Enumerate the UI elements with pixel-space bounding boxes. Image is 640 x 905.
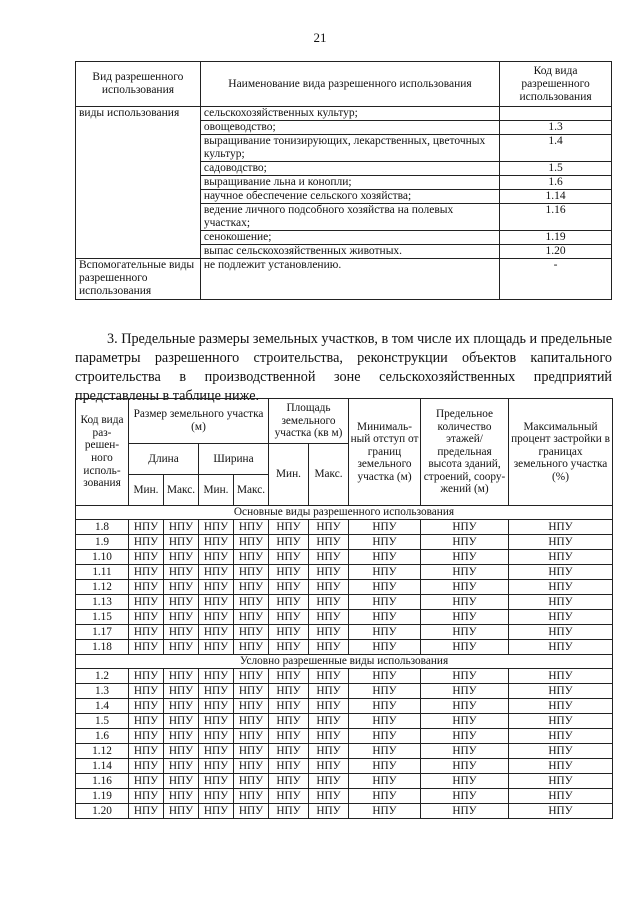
table-row (76, 640, 613, 655)
value-cell: НПУ (129, 804, 164, 819)
value-cell: НПУ (509, 729, 613, 744)
header-length: Длина (129, 444, 199, 475)
value-cell: НПУ (234, 550, 269, 565)
value-cell: НПУ (509, 580, 613, 595)
value-cell: НПУ (164, 565, 199, 580)
value-cell: НПУ (349, 610, 421, 625)
value-cell: НПУ (269, 580, 309, 595)
header-use-type: Вид разрешенного использования (76, 62, 201, 107)
value-cell: НПУ (234, 625, 269, 640)
value-cell: НПУ (234, 729, 269, 744)
page-number: 21 (313, 30, 327, 45)
table-row (76, 565, 613, 580)
value-cell: НПУ (309, 669, 349, 684)
table-row (76, 804, 613, 819)
value-cell: НПУ (234, 759, 269, 774)
header-use-name: Наименование вида разрешенного использования (200, 62, 499, 107)
use-name: овощеводство; (200, 121, 499, 135)
value-cell: НПУ (164, 640, 199, 655)
value-cell: НПУ (421, 640, 509, 655)
value-cell: НПУ (269, 729, 309, 744)
use-name: выпас сельскохозяйственных животных. (200, 245, 499, 259)
value-cell: НПУ (421, 774, 509, 789)
value-cell: НПУ (234, 789, 269, 804)
value-cell: НПУ (309, 520, 349, 535)
value-cell: НПУ (269, 789, 309, 804)
value-cell: НПУ (309, 759, 349, 774)
value-cell: НПУ (349, 640, 421, 655)
use-code-cell: 1.20 (76, 804, 129, 819)
value-cell: НПУ (199, 759, 234, 774)
section-row (76, 655, 613, 669)
value-cell: НПУ (129, 520, 164, 535)
use-name: ведение личного подсобного хозяйства на полевых участках; (200, 204, 499, 231)
table-row (76, 744, 613, 759)
value-cell: НПУ (199, 699, 234, 714)
value-cell: НПУ (164, 625, 199, 640)
header-use-code: Код вида разрешенного использования (500, 62, 612, 107)
aux-label: Вспомогательные виды разрешенного использования (76, 259, 201, 300)
header-code: Код вида раз-решен-ного исполь-зования (76, 399, 129, 506)
header-length-max: Макс. (164, 475, 199, 506)
value-cell: НПУ (269, 610, 309, 625)
use-name: выращивание тонизирующих, лекарственных, цветочных культур; (200, 135, 499, 162)
value-cell: НПУ (309, 640, 349, 655)
value-cell: НПУ (199, 520, 234, 535)
use-code-cell: 1.12 (76, 744, 129, 759)
aux-row (76, 259, 612, 300)
use-code: 1.16 (500, 204, 612, 231)
value-cell: НПУ (269, 625, 309, 640)
value-cell: НПУ (309, 729, 349, 744)
value-cell: НПУ (129, 684, 164, 699)
aux-name: не подлежит установлению. (200, 259, 499, 300)
table-row (76, 580, 613, 595)
value-cell: НПУ (164, 759, 199, 774)
value-cell: НПУ (234, 744, 269, 759)
value-cell: НПУ (164, 744, 199, 759)
header-area-max: Макс. (309, 444, 349, 506)
value-cell: НПУ (129, 610, 164, 625)
value-cell: НПУ (309, 550, 349, 565)
value-cell: НПУ (129, 744, 164, 759)
value-cell: НПУ (309, 595, 349, 610)
value-cell: НПУ (269, 714, 309, 729)
use-code (500, 107, 612, 121)
use-name: сенокошение; (200, 231, 499, 245)
header-size: Размер земельного участка (м) (129, 399, 269, 444)
use-code: 1.4 (500, 135, 612, 162)
use-code-cell: 1.15 (76, 610, 129, 625)
value-cell: НПУ (234, 804, 269, 819)
use-code-cell: 1.13 (76, 595, 129, 610)
value-cell: НПУ (349, 759, 421, 774)
permitted-use-table (75, 61, 612, 300)
value-cell: НПУ (421, 789, 509, 804)
use-code: 1.14 (500, 190, 612, 204)
value-cell: НПУ (234, 535, 269, 550)
value-cell: НПУ (509, 789, 613, 804)
value-cell: НПУ (234, 565, 269, 580)
value-cell: НПУ (234, 684, 269, 699)
value-cell: НПУ (421, 520, 509, 535)
value-cell: НПУ (509, 565, 613, 580)
value-cell: НПУ (349, 595, 421, 610)
value-cell: НПУ (129, 595, 164, 610)
value-cell: НПУ (269, 774, 309, 789)
value-cell: НПУ (421, 535, 509, 550)
value-cell: НПУ (421, 610, 509, 625)
use-code: 1.5 (500, 162, 612, 176)
value-cell: НПУ (164, 669, 199, 684)
value-cell: НПУ (199, 580, 234, 595)
value-cell: НПУ (129, 774, 164, 789)
value-cell: НПУ (509, 625, 613, 640)
value-cell: НПУ (164, 684, 199, 699)
use-code: 1.19 (500, 231, 612, 245)
use-name: научное обеспечение сельского хозяйства; (200, 190, 499, 204)
value-cell: НПУ (129, 625, 164, 640)
value-cell: НПУ (309, 610, 349, 625)
value-cell: НПУ (349, 714, 421, 729)
value-cell: НПУ (269, 684, 309, 699)
table-row (76, 520, 613, 535)
value-cell: НПУ (421, 684, 509, 699)
value-cell: НПУ (234, 610, 269, 625)
value-cell: НПУ (269, 520, 309, 535)
table-row (76, 625, 613, 640)
value-cell: НПУ (129, 759, 164, 774)
table-row (76, 610, 613, 625)
value-cell: НПУ (349, 535, 421, 550)
value-cell: НПУ (164, 520, 199, 535)
value-cell: НПУ (421, 580, 509, 595)
value-cell: НПУ (509, 774, 613, 789)
value-cell: НПУ (509, 640, 613, 655)
header-setback: Минималь-ный отступ от границ земельного участка (м) (349, 399, 421, 506)
value-cell: НПУ (509, 669, 613, 684)
value-cell: НПУ (269, 669, 309, 684)
use-code-cell: 1.5 (76, 714, 129, 729)
value-cell: НПУ (199, 625, 234, 640)
value-cell: НПУ (421, 744, 509, 759)
use-code-cell: 1.14 (76, 759, 129, 774)
value-cell: НПУ (234, 669, 269, 684)
use-code: 1.20 (500, 245, 612, 259)
value-cell: НПУ (164, 535, 199, 550)
table-row (76, 684, 613, 699)
value-cell: НПУ (309, 535, 349, 550)
value-cell: НПУ (421, 699, 509, 714)
use-code-cell: 1.10 (76, 550, 129, 565)
value-cell: НПУ (199, 729, 234, 744)
value-cell: НПУ (349, 520, 421, 535)
header-row-1 (76, 399, 613, 444)
value-cell: НПУ (421, 804, 509, 819)
table-row (76, 789, 613, 804)
value-cell: НПУ (199, 714, 234, 729)
value-cell: НПУ (509, 699, 613, 714)
value-cell: НПУ (199, 789, 234, 804)
use-code-cell: 1.16 (76, 774, 129, 789)
table-header-row (76, 62, 612, 107)
value-cell: НПУ (421, 550, 509, 565)
use-code-cell: 1.6 (76, 729, 129, 744)
value-cell: НПУ (269, 759, 309, 774)
value-cell: НПУ (129, 669, 164, 684)
table-row (76, 774, 613, 789)
value-cell: НПУ (269, 744, 309, 759)
value-cell: НПУ (349, 565, 421, 580)
value-cell: НПУ (421, 565, 509, 580)
value-cell: НПУ (269, 804, 309, 819)
value-cell: НПУ (509, 595, 613, 610)
value-cell: НПУ (269, 535, 309, 550)
value-cell: НПУ (421, 759, 509, 774)
value-cell: НПУ (129, 714, 164, 729)
value-cell: НПУ (349, 580, 421, 595)
use-code-cell: 1.8 (76, 520, 129, 535)
value-cell: НПУ (509, 550, 613, 565)
parameters-table (75, 398, 613, 819)
value-cell: НПУ (421, 729, 509, 744)
value-cell: НПУ (234, 774, 269, 789)
value-cell: НПУ (234, 595, 269, 610)
value-cell: НПУ (309, 774, 349, 789)
table-row (76, 107, 612, 121)
value-cell: НПУ (199, 804, 234, 819)
value-cell: НПУ (199, 550, 234, 565)
value-cell: НПУ (349, 744, 421, 759)
value-cell: НПУ (129, 789, 164, 804)
value-cell: НПУ (164, 774, 199, 789)
value-cell: НПУ (199, 610, 234, 625)
value-cell: НПУ (269, 640, 309, 655)
value-cell: НПУ (234, 714, 269, 729)
header-width-max: Макс. (234, 475, 269, 506)
value-cell: НПУ (129, 535, 164, 550)
value-cell: НПУ (309, 699, 349, 714)
value-cell: НПУ (421, 669, 509, 684)
section-title: Основные виды разрешенного использования (76, 506, 613, 520)
value-cell: НПУ (199, 744, 234, 759)
table-row (76, 535, 613, 550)
value-cell: НПУ (129, 550, 164, 565)
use-code: 1.6 (500, 176, 612, 190)
value-cell: НПУ (129, 699, 164, 714)
table-row (76, 595, 613, 610)
section-row (76, 506, 613, 520)
paragraph-3: 3. Предельные размеры земельных участков, в том числе их площадь и предельные параметры разрешенного строительства, реконструкции объектов капитального строительства в производственной зоне сельскохозяйственных предприятий представлены в таблице ниже. (75, 331, 612, 404)
use-code-cell: 1.4 (76, 699, 129, 714)
value-cell: НПУ (349, 729, 421, 744)
value-cell: НПУ (509, 804, 613, 819)
value-cell: НПУ (234, 520, 269, 535)
value-cell: НПУ (234, 699, 269, 714)
value-cell: НПУ (509, 520, 613, 535)
value-cell: НПУ (349, 669, 421, 684)
value-cell: НПУ (349, 804, 421, 819)
table-row (76, 714, 613, 729)
value-cell: НПУ (349, 684, 421, 699)
value-cell: НПУ (509, 535, 613, 550)
header-width: Ширина (199, 444, 269, 475)
table-row (76, 729, 613, 744)
section-title: Условно разрешенные виды использования (76, 655, 613, 669)
value-cell: НПУ (349, 789, 421, 804)
header-area-min: Мин. (269, 444, 309, 506)
value-cell: НПУ (199, 684, 234, 699)
value-cell: НПУ (269, 550, 309, 565)
value-cell: НПУ (199, 535, 234, 550)
value-cell: НПУ (349, 550, 421, 565)
value-cell: НПУ (199, 669, 234, 684)
header-width-min: Мин. (199, 475, 234, 506)
value-cell: НПУ (309, 714, 349, 729)
value-cell: НПУ (129, 565, 164, 580)
value-cell: НПУ (164, 714, 199, 729)
value-cell: НПУ (164, 804, 199, 819)
value-cell: НПУ (421, 714, 509, 729)
use-code-cell: 1.17 (76, 625, 129, 640)
value-cell: НПУ (164, 595, 199, 610)
value-cell: НПУ (164, 729, 199, 744)
table-row (76, 669, 613, 684)
value-cell: НПУ (309, 744, 349, 759)
value-cell: НПУ (509, 759, 613, 774)
value-cell: НПУ (309, 804, 349, 819)
value-cell: НПУ (199, 774, 234, 789)
use-code-cell: 1.12 (76, 580, 129, 595)
value-cell: НПУ (269, 595, 309, 610)
value-cell: НПУ (421, 625, 509, 640)
value-cell: НПУ (509, 714, 613, 729)
value-cell: НПУ (349, 774, 421, 789)
value-cell: НПУ (164, 699, 199, 714)
use-code-cell: 1.11 (76, 565, 129, 580)
header-area: Площадь земельного участка (кв м) (269, 399, 349, 444)
value-cell: НПУ (129, 640, 164, 655)
table-row (76, 550, 613, 565)
value-cell: НПУ (269, 565, 309, 580)
use-code: 1.3 (500, 121, 612, 135)
table-row (76, 759, 613, 774)
value-cell: НПУ (199, 640, 234, 655)
value-cell: НПУ (349, 699, 421, 714)
value-cell: НПУ (309, 684, 349, 699)
value-cell: НПУ (269, 699, 309, 714)
value-cell: НПУ (509, 610, 613, 625)
value-cell: НПУ (234, 580, 269, 595)
use-name: садоводство; (200, 162, 499, 176)
value-cell: НПУ (509, 744, 613, 759)
use-code-cell: 1.19 (76, 789, 129, 804)
use-name: выращивание льна и конопли; (200, 176, 499, 190)
value-cell: НПУ (309, 580, 349, 595)
value-cell: НПУ (309, 565, 349, 580)
value-cell: НПУ (164, 550, 199, 565)
value-cell: НПУ (129, 580, 164, 595)
value-cell: НПУ (234, 640, 269, 655)
use-code-cell: 1.9 (76, 535, 129, 550)
header-length-min: Мин. (129, 475, 164, 506)
value-cell: НПУ (421, 595, 509, 610)
value-cell: НПУ (164, 789, 199, 804)
value-cell: НПУ (199, 565, 234, 580)
value-cell: НПУ (164, 610, 199, 625)
value-cell: НПУ (309, 625, 349, 640)
value-cell: НПУ (164, 580, 199, 595)
value-cell: НПУ (349, 625, 421, 640)
value-cell: НПУ (309, 789, 349, 804)
value-cell: НПУ (129, 729, 164, 744)
aux-code: - (500, 259, 612, 300)
use-category-label: виды использования (76, 107, 201, 259)
use-code-cell: 1.3 (76, 684, 129, 699)
use-code-cell: 1.2 (76, 669, 129, 684)
use-code-cell: 1.18 (76, 640, 129, 655)
table-row (76, 699, 613, 714)
header-percent: Максимальный процент застройки в границах земельного участка (%) (509, 399, 613, 506)
value-cell: НПУ (199, 595, 234, 610)
value-cell: НПУ (509, 684, 613, 699)
header-floors: Предельное количество этажей/ предельная высота зданий, строений, соору-жений (м) (421, 399, 509, 506)
use-name: сельскохозяйственных культур; (200, 107, 499, 121)
